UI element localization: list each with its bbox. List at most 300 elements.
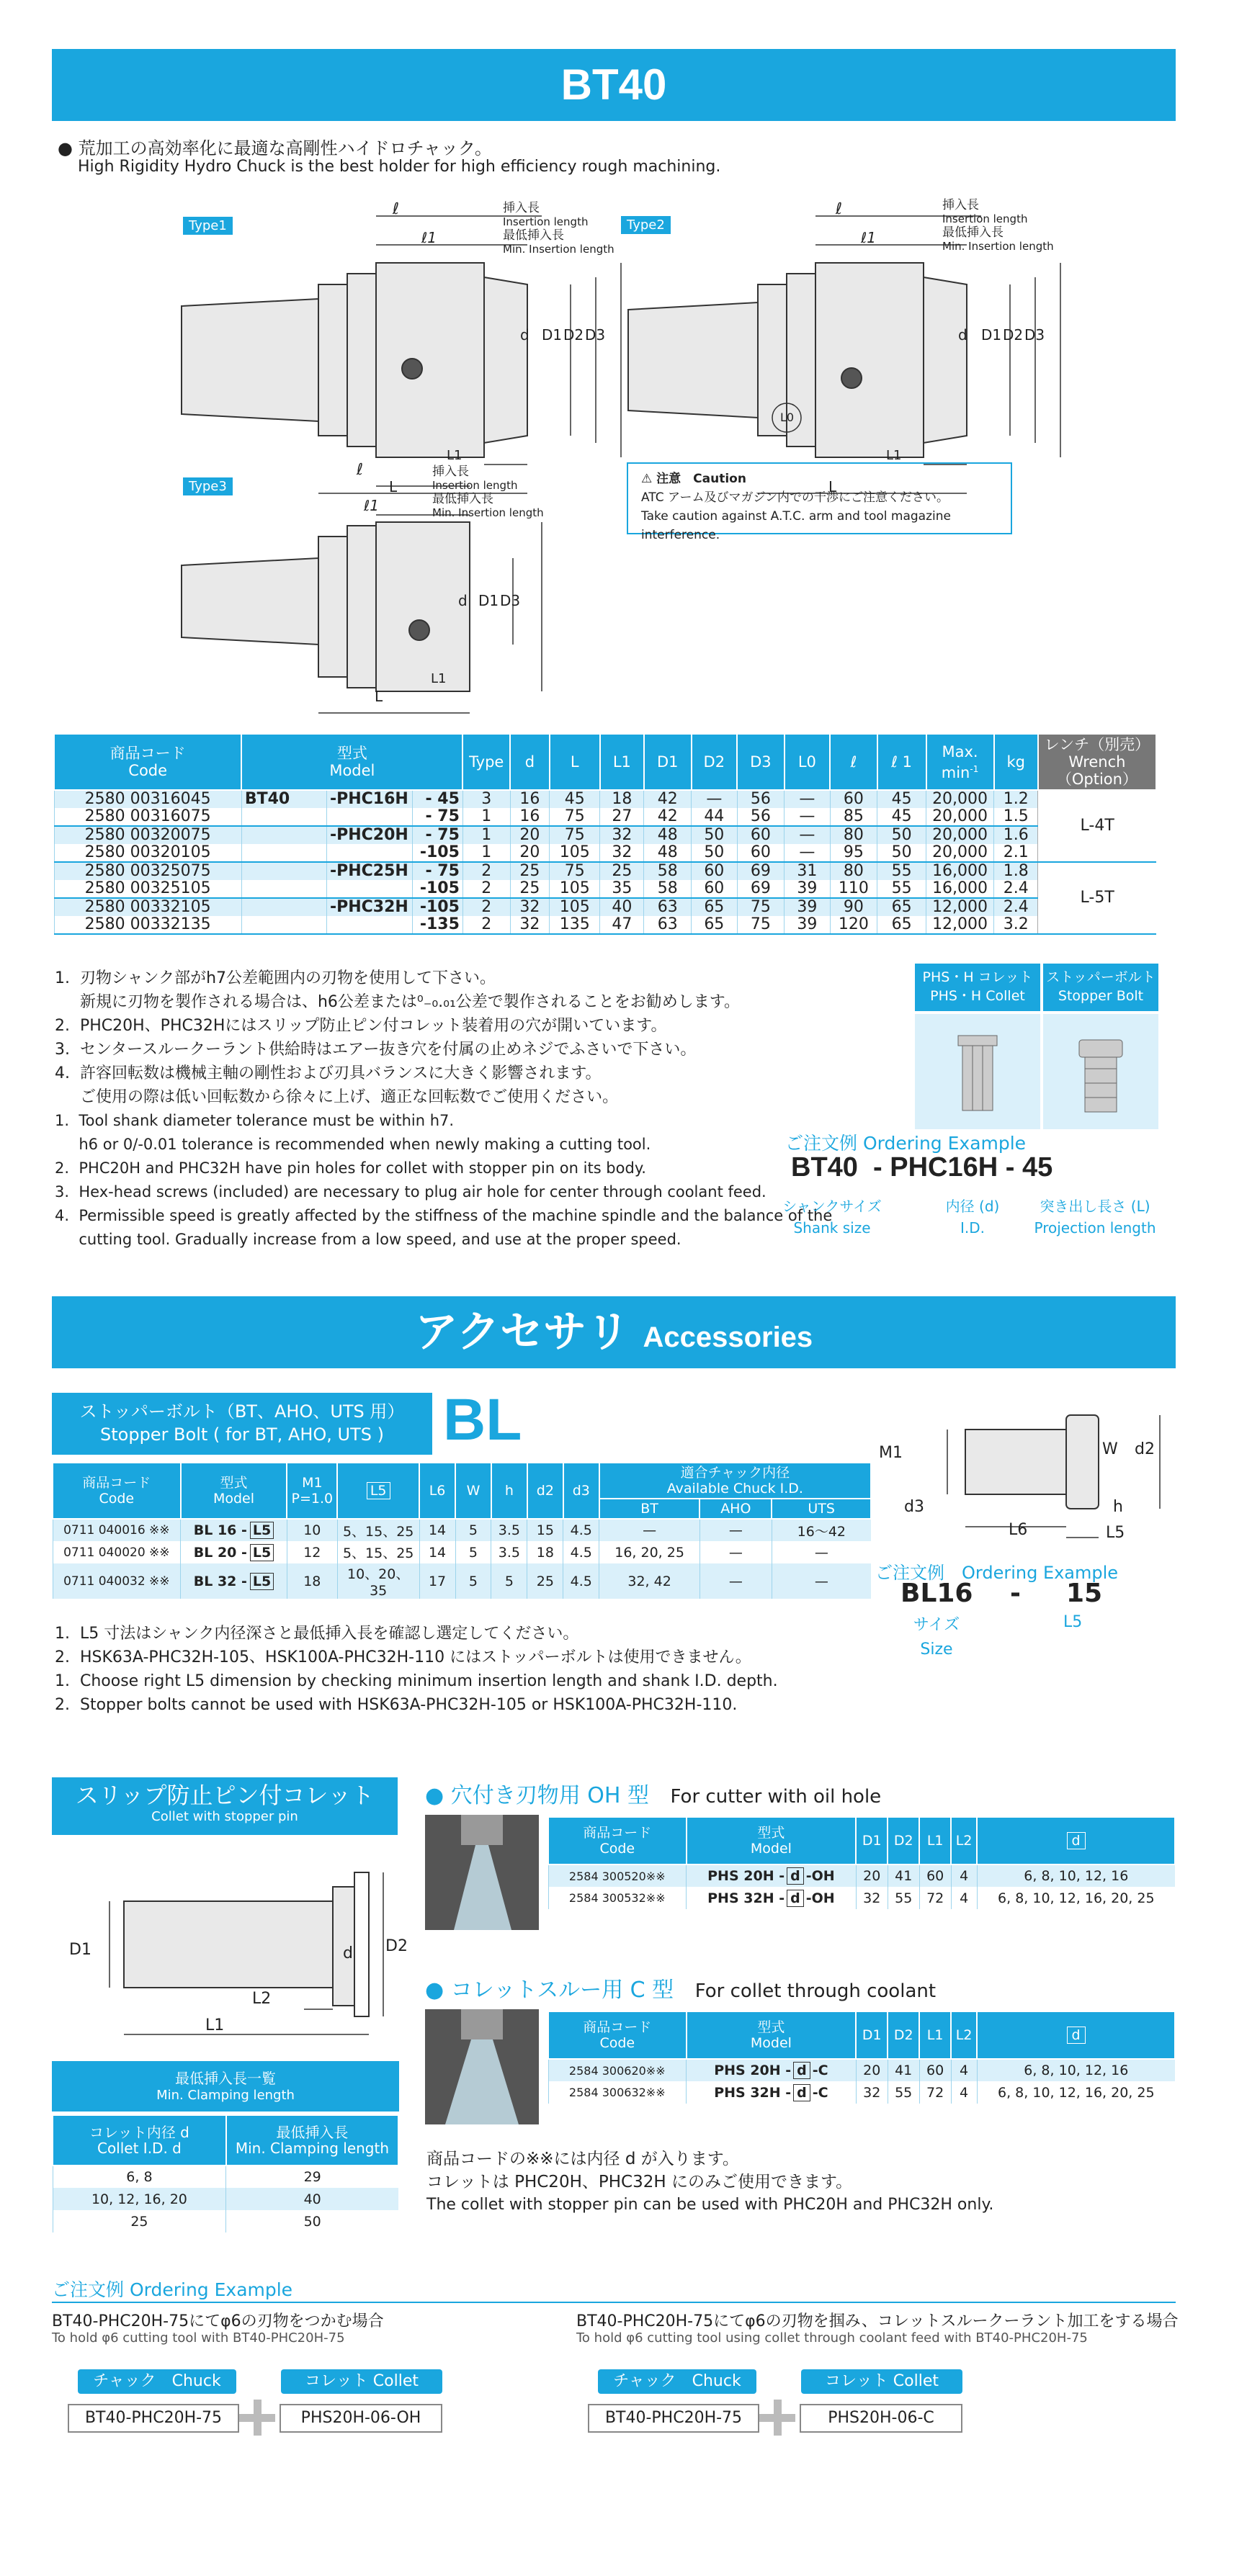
table-cell: 39 <box>785 880 830 898</box>
c-th-D2: D2 <box>888 2011 919 2059</box>
bt40-banner: BT40 <box>52 49 1176 121</box>
model-d-box: d <box>787 1867 804 1885</box>
dim-l1-type1: ℓ1 <box>421 229 437 246</box>
table-cell: 2584 300620※※ <box>548 2059 687 2081</box>
ordering-right-en: To hold φ6 cutting tool using collet through coolant feed with BT40-PHC20H-75 <box>576 2330 1088 2346</box>
table-cell: 32, 42 <box>599 1563 700 1599</box>
table-cell: 60 <box>692 862 737 880</box>
table-cell: 48 <box>644 844 692 862</box>
th-D3: D3 <box>737 734 785 790</box>
table-cell: 2 <box>462 880 510 898</box>
min-insertion-ja: 最低挿入長 <box>942 225 1004 240</box>
table-cell: 32 <box>510 916 550 934</box>
model-l5-box: L5 <box>250 1522 274 1539</box>
table-cell <box>326 916 412 934</box>
table-cell: 60 <box>737 826 785 844</box>
table-cell <box>241 826 326 844</box>
bl-th-uts: UTS <box>772 1499 871 1519</box>
table-cell: 105 <box>550 880 600 898</box>
th-l: ℓ <box>830 734 877 790</box>
table-cell: 17 <box>419 1563 455 1599</box>
bt40-order-projection: 突き出し長さ (L) Projection length <box>1034 1198 1156 1237</box>
caution-box <box>627 462 1012 542</box>
table-cell: 4 <box>951 2059 977 2081</box>
bt40-order-id: 内径 (d) I.D. <box>945 1198 1000 1237</box>
min-insertion-en: Min. Insertion length <box>942 240 1054 253</box>
table-cell: 50 <box>877 826 926 844</box>
dim-L0-type2: L0 <box>780 410 795 424</box>
table-cell: 105 <box>550 844 600 862</box>
dim-l-type2: ℓ <box>836 200 843 218</box>
bl-order-title: ご注文例 Ordering Example <box>875 1563 1119 1583</box>
insertion-ja: 挿入長 <box>942 198 979 212</box>
table-cell: 2.4 <box>994 880 1038 898</box>
bl-dim-l5: L5 <box>1106 1524 1125 1542</box>
table-cell: 5、15、25 <box>337 1541 419 1563</box>
table-cell: 85 <box>830 808 877 826</box>
collet-dim-L1: L1 <box>205 2016 225 2034</box>
table-cell: 6, 8, 10, 12, 16 <box>977 1864 1175 1887</box>
table-cell: 42 <box>644 808 692 826</box>
model-prefix: PHS 20H <box>707 1868 774 1884</box>
dim-L1-type3: L1 <box>431 671 447 686</box>
table-cell: 60 <box>830 790 877 808</box>
dim-d-type3: d <box>458 592 468 609</box>
table-cell: 32 <box>856 2081 888 2104</box>
table-row <box>53 1519 871 1541</box>
right-plus-icon <box>759 2400 795 2436</box>
table-cell: 2580 00325105 <box>54 880 241 898</box>
oh-photo <box>425 1815 539 1930</box>
accessories-title-ja: アクセサリ <box>414 1308 630 1356</box>
min-clamp-table <box>52 2114 399 2232</box>
note-line: cutting tool. Gradually increase from a low speed, and use at the proper speed. <box>55 1231 681 1248</box>
bl-th-d2: d2 <box>527 1463 563 1519</box>
bt40-order-title: ご注文例 Ordering Example <box>785 1133 1027 1154</box>
accessories-title-en: Accessories <box>643 1321 813 1353</box>
right-collet-code: PHS20H-06-C <box>800 2404 962 2433</box>
table-cell: 16, 20, 25 <box>599 1541 700 1563</box>
min-insertion-ja: 最低挿入長 <box>503 228 564 243</box>
ordering-right-ja: BT40-PHC20H-75にてφ6の刃物を掴み、コレットスルークーラント加工をする場合 <box>576 2312 1179 2330</box>
oh-th-D1: D1 <box>856 1817 888 1864</box>
table-row <box>53 2188 398 2210</box>
oh-title <box>425 1777 881 1809</box>
bl-header: ストッパーボルト（BT、AHO、UTS 用） Stopper Bolt ( for BT, AHO, UTS ) <box>52 1393 432 1455</box>
model-prefix: BL 16 - <box>193 1522 247 1538</box>
table-cell: 4.5 <box>563 1541 599 1563</box>
model-suffix: -C <box>812 2084 828 2101</box>
min-insertion-en: Min. Insertion length <box>432 506 544 519</box>
model-sep: - <box>780 2084 792 2101</box>
min-insertion-en: Min. Insertion length <box>503 243 614 256</box>
table-cell <box>241 862 326 880</box>
collet-dim-L2: L2 <box>252 1990 272 2008</box>
left-chuck-label: チャック Chuck <box>78 2369 236 2394</box>
table-cell: 2 <box>462 898 510 916</box>
table-cell <box>241 808 326 826</box>
bl-dim-m1: M1 <box>879 1444 903 1462</box>
table-cell: 75 <box>550 862 600 880</box>
table-row <box>54 916 1156 934</box>
ordering-left-en: To hold φ6 cutting tool with BT40-PHC20H-75 <box>52 2330 345 2346</box>
table-cell: -PHC20H <box>326 826 412 844</box>
model-sep: - <box>774 1868 785 1884</box>
dim-D3-type1: D3 <box>585 326 606 344</box>
table-cell: 40 <box>600 898 644 916</box>
note-line: 3. Hex-head screws (included) are necessary to plug air hole for center through coolant feed. <box>55 1183 766 1201</box>
left-plus-icon <box>239 2400 275 2436</box>
table-row <box>53 2166 398 2188</box>
table-cell: 56 <box>737 790 785 808</box>
table-cell: 72 <box>919 2081 951 2104</box>
note-line: 3. センタースルークーラント供給時はエアー抜き穴を付属の止めネジでふさいで下さい。 <box>55 1041 697 1059</box>
table-cell: 63 <box>644 898 692 916</box>
type3-label: Type3 <box>183 477 233 495</box>
table-cell: 72 <box>919 1887 951 1909</box>
dim-D1-type1: D1 <box>542 326 563 344</box>
table-cell: 32 <box>600 844 644 862</box>
insertion-label-type1 <box>503 202 614 256</box>
accessories-banner <box>52 1296 1176 1368</box>
table-row <box>548 1864 1175 1887</box>
table-cell: 58 <box>644 862 692 880</box>
th-type: Type <box>462 734 510 790</box>
acc-head-collet: PHS・H コレット PHS・H Collet <box>915 964 1040 1011</box>
dim-D2-type2: D2 <box>1003 326 1024 344</box>
collet-title-ja: スリップ防止ピン付コレット <box>75 1782 375 1809</box>
table-row <box>54 790 1156 808</box>
bl-dim-l6: L6 <box>1009 1521 1028 1539</box>
table-cell: 14 <box>419 1519 455 1541</box>
table-cell: 2584 300632※※ <box>548 2081 687 2104</box>
table-row <box>53 1541 871 1563</box>
c-th-D1: D1 <box>856 2011 888 2059</box>
table-cell: 25 <box>600 862 644 880</box>
note-line: 2. PHC20H、PHC32Hにはスリップ防止ピン付コレット装着用の穴が開いています。 <box>55 1017 667 1035</box>
table-cell: 20 <box>856 1864 888 1887</box>
table-cell: — <box>785 844 830 862</box>
note-line: h6 or 0/-0.01 tolerance is recommended when newly making a cutting tool. <box>55 1136 651 1153</box>
table-cell: -PHC25H <box>326 862 412 880</box>
table-cell: 6, 8 <box>53 2166 226 2188</box>
table-cell <box>687 1864 857 1887</box>
note-line: 1. 刃物シャンク部がh7公差範囲内の刃物を使用して下さい。 <box>55 969 496 987</box>
bl-notes <box>55 1622 869 1717</box>
table-cell: 1.5 <box>994 808 1038 826</box>
left-collet-code: PHS20H-06-OH <box>280 2404 442 2433</box>
table-cell: 1.8 <box>994 862 1038 880</box>
bl-dim-d2: d2 <box>1135 1440 1155 1458</box>
model-d-box: d <box>787 1890 804 1907</box>
table-cell: 2.1 <box>994 844 1038 862</box>
caution-title: ⚠ 注意 Caution <box>641 472 746 486</box>
table-cell: -135 <box>412 916 462 934</box>
ordering-rule <box>52 2302 1176 2303</box>
model-prefix: BL 32 - <box>193 1573 247 1589</box>
table-cell: 55 <box>888 2081 919 2104</box>
table-cell <box>181 1541 287 1563</box>
bl-th-w: W <box>455 1463 491 1519</box>
table-cell: 60 <box>692 880 737 898</box>
insertion-en: Insertion length <box>503 215 589 228</box>
table-cell: 75 <box>737 898 785 916</box>
table-row <box>54 808 1156 826</box>
bt40-order-shank: シャンクサイズ Shank size <box>782 1198 882 1237</box>
left-chuck-code: BT40-PHC20H-75 <box>68 2404 239 2433</box>
bl-order-code-size: BL16 <box>900 1579 973 1608</box>
table-cell: 2 <box>462 862 510 880</box>
table-cell: 3.5 <box>491 1519 527 1541</box>
min-clamp-title-en: Min. Clamping length <box>156 2088 295 2103</box>
acc-head-bolt: ストッパーボルト Stopper Bolt <box>1043 964 1158 1011</box>
model-d-box: d <box>793 2062 810 2079</box>
oh-th-code: 商品コード Code <box>548 1817 687 1864</box>
table-cell: 2584 300520※※ <box>548 1864 687 1887</box>
left-collet-label: コレット Collet <box>281 2369 442 2394</box>
table-cell: 2580 00332135 <box>54 916 241 934</box>
table-cell: 12,000 <box>926 898 994 916</box>
dim-D3-type3: D3 <box>500 592 521 609</box>
table-cell: 2584 300532※※ <box>548 1887 687 1909</box>
min-clamp-th-len: 最低挿入長 Min. Clamping length <box>226 2115 398 2166</box>
bl-th-aho: AHO <box>700 1499 772 1519</box>
dim-D2-type1: D2 <box>563 326 584 344</box>
table-cell: 27 <box>600 808 644 826</box>
dim-l-type1: ℓ <box>393 200 400 218</box>
caution-ja: ATC アーム及びマガジン内での干渉にご注意ください。 <box>641 490 949 505</box>
dim-L1-type2: L1 <box>886 448 902 463</box>
table-cell: 12 <box>287 1541 337 1563</box>
collet-note-1: 商品コードの※※には内径 d が入ります。 <box>426 2150 739 2168</box>
bl-order-label-size: サイズ Size <box>913 1616 960 1659</box>
bl-th-h: h <box>491 1463 527 1519</box>
table-cell: 4 <box>951 2081 977 2104</box>
oh-th-L1: L1 <box>919 1817 951 1864</box>
table-cell: 60 <box>737 844 785 862</box>
note-line: 1. Tool shank diameter tolerance must be within h7. <box>55 1112 455 1129</box>
table-cell: 2 <box>462 916 510 934</box>
table-cell: 32 <box>510 898 550 916</box>
table-row <box>548 2081 1175 2104</box>
bl-dim-h: h <box>1113 1498 1123 1516</box>
table-cell: 18 <box>527 1541 563 1563</box>
table-cell: 25 <box>527 1563 563 1599</box>
table-cell: 110 <box>830 880 877 898</box>
dim-l-type3: ℓ <box>357 461 364 479</box>
table-cell <box>181 1563 287 1599</box>
bl-th-bt: BT <box>599 1499 700 1519</box>
table-cell: 5 <box>455 1519 491 1541</box>
collet-header <box>52 1777 398 1835</box>
table-cell: 0711 040020 ※※ <box>53 1541 181 1563</box>
table-cell: — <box>700 1519 772 1541</box>
table-cell: — <box>785 790 830 808</box>
table-cell: 63 <box>644 916 692 934</box>
c-title <box>425 1972 936 2003</box>
table-cell: 2.4 <box>994 898 1038 916</box>
oh-th-d: d <box>977 1817 1175 1864</box>
oh-th-D2: D2 <box>888 1817 919 1864</box>
table-cell: 105 <box>550 898 600 916</box>
dim-D3-type2: D3 <box>1024 326 1045 344</box>
bl-order-label-l5: L5 <box>1063 1613 1083 1631</box>
table-cell: 65 <box>877 898 926 916</box>
model-suffix: -OH <box>805 1890 835 1906</box>
min-clamp-title <box>52 2061 399 2111</box>
table-row <box>54 826 1156 844</box>
bl-dim-d3: d3 <box>904 1498 924 1516</box>
note-line: 4. 許容回転数は機械主軸の剛性および刃具バランスに大きく影響されます。 <box>55 1064 602 1082</box>
insertion-label-type2 <box>942 199 1054 253</box>
collet-title-en: Collet with stopper pin <box>151 1809 298 1824</box>
table-cell: 20,000 <box>926 790 994 808</box>
table-row <box>548 1887 1175 1909</box>
insertion-ja: 挿入長 <box>432 465 469 479</box>
table-cell: 4.5 <box>563 1519 599 1541</box>
bl-th-available: 適合チャック内径 Available Chuck I.D. <box>599 1463 871 1499</box>
model-l5-box: L5 <box>250 1544 274 1561</box>
table-cell: — <box>772 1563 871 1599</box>
table-cell: 20 <box>510 844 550 862</box>
note-line: 2. Stopper bolts cannot be used with HSK63A-PHC32H-105 or HSK100A-PHC32H-110. <box>55 1696 738 1714</box>
note-line: 4. Permissible speed is greatly affected by the stiffness of the machine spindle and the balance of the <box>55 1207 833 1224</box>
table-cell: 2580 00316075 <box>54 808 241 826</box>
table-cell: 135 <box>550 916 600 934</box>
table-cell: 47 <box>600 916 644 934</box>
table-cell: 25 <box>510 862 550 880</box>
table-cell: 55 <box>877 862 926 880</box>
table-cell: - 75 <box>412 808 462 826</box>
chuck-drawings <box>52 184 1176 731</box>
th-D1: D1 <box>644 734 692 790</box>
wrench-cell: L-5T <box>1038 862 1156 934</box>
table-cell: 55 <box>888 1887 919 1909</box>
c-th-code: 商品コード Code <box>548 2011 687 2059</box>
table-cell: 75 <box>550 826 600 844</box>
table-cell: 12,000 <box>926 916 994 934</box>
table-cell: -105 <box>412 844 462 862</box>
table-cell: 5 <box>455 1541 491 1563</box>
table-cell: 31 <box>785 862 830 880</box>
oh-title-en: For cutter with oil hole <box>670 1786 882 1808</box>
table-cell <box>241 880 326 898</box>
th-l1: ℓ 1 <box>877 734 926 790</box>
table-cell: 10、20、35 <box>337 1563 419 1599</box>
table-cell: 75 <box>550 808 600 826</box>
table-cell: 25 <box>510 880 550 898</box>
table-cell: 16,000 <box>926 880 994 898</box>
dim-D1-type2: D1 <box>981 326 1002 344</box>
table-cell <box>241 844 326 862</box>
th-max-speed: Max. $\min^{-1}$ <box>926 734 994 790</box>
table-cell: — <box>700 1541 772 1563</box>
table-cell: 41 <box>888 1864 919 1887</box>
type1-label: Type1 <box>183 217 233 235</box>
table-cell: 69 <box>737 880 785 898</box>
min-clamp-title-ja: 最低挿入長一覧 <box>175 2070 276 2087</box>
right-chuck-code: BT40-PHC20H-75 <box>588 2404 759 2433</box>
insertion-ja: 挿入長 <box>503 201 540 215</box>
table-cell: 56 <box>737 808 785 826</box>
table-cell: 16,000 <box>926 862 994 880</box>
model-sep: - <box>774 1890 785 1906</box>
collet-dim-D1: D1 <box>69 1941 91 1959</box>
table-cell: 40 <box>226 2188 398 2210</box>
dim-L1-type1: L1 <box>447 448 462 463</box>
table-cell: 20,000 <box>926 808 994 826</box>
table-row <box>54 844 1156 862</box>
right-collet-label: コレット Collet <box>801 2369 962 2394</box>
table-cell: 50 <box>226 2210 398 2232</box>
collet-dim-d: d <box>343 1944 353 1962</box>
c-table <box>547 2011 1176 2104</box>
table-cell: — <box>785 808 830 826</box>
collet-note-3: The collet with stopper pin can be used with PHC20H and PHC32H only. <box>426 2196 994 2214</box>
right-chuck-label: チャック Chuck <box>598 2369 756 2394</box>
table-cell: 16 <box>510 790 550 808</box>
model-suffix: -OH <box>805 1868 835 1884</box>
bl-th-d3: d3 <box>563 1463 599 1519</box>
table-cell: 39 <box>785 898 830 916</box>
intro-ja: ● 荒加工の高効率化に最適な高剛性ハイドロチャック。 <box>58 138 492 158</box>
table-cell: 45 <box>877 790 926 808</box>
table-cell: 18 <box>287 1563 337 1599</box>
collet-note-2: コレットは PHC20H、PHC32H にのみご使用できます。 <box>426 2173 853 2191</box>
table-cell: 0711 040016 ※※ <box>53 1519 181 1541</box>
dim-l1-type3: ℓ1 <box>364 497 379 514</box>
model-suffix: -C <box>812 2063 828 2078</box>
table-cell: 20 <box>856 2059 888 2081</box>
table-cell: -105 <box>412 880 462 898</box>
c-th-d: d <box>977 2011 1175 2059</box>
table-cell: 2580 00332105 <box>54 898 241 916</box>
table-cell: 1 <box>462 826 510 844</box>
table-cell: 0711 040032 ※※ <box>53 1563 181 1599</box>
c-th-L1: L1 <box>919 2011 951 2059</box>
table-cell: 1.2 <box>994 790 1038 808</box>
min-clamp-th-id: コレット内径 d Collet I.D. d <box>53 2115 226 2166</box>
table-cell <box>241 898 326 916</box>
table-cell: 69 <box>737 862 785 880</box>
insertion-en: Insertion length <box>432 479 518 492</box>
table-cell: 35 <box>600 880 644 898</box>
table-cell: 3 <box>462 790 510 808</box>
table-cell: 32 <box>856 1887 888 1909</box>
table-cell: 3.2 <box>994 916 1038 934</box>
table-cell: - 45 <box>412 790 462 808</box>
dim-d-type2: d <box>958 326 967 344</box>
table-cell: 80 <box>830 862 877 880</box>
table-cell: 90 <box>830 898 877 916</box>
bl-th-l5: L5 <box>337 1463 419 1519</box>
table-row <box>54 898 1156 916</box>
table-cell: 32 <box>600 826 644 844</box>
th-L: L <box>550 734 600 790</box>
bl-th-model: 型式 Model <box>181 1463 287 1519</box>
c-title-en: For collet through coolant <box>694 1980 937 2002</box>
ordering-left-ja: BT40-PHC20H-75にてφ6の刃物をつかむ場合 <box>52 2312 384 2330</box>
table-cell: 4.5 <box>563 1563 599 1599</box>
table-cell: 1 <box>462 808 510 826</box>
table-cell: 80 <box>830 826 877 844</box>
th-model: 型式 Model <box>241 734 462 790</box>
table-cell: 2580 00320075 <box>54 826 241 844</box>
table-cell: 16～42 <box>772 1519 871 1541</box>
dim-D1-type3: D1 <box>478 592 499 609</box>
model-prefix: PHS 32H <box>707 1890 774 1906</box>
table-cell <box>326 880 412 898</box>
